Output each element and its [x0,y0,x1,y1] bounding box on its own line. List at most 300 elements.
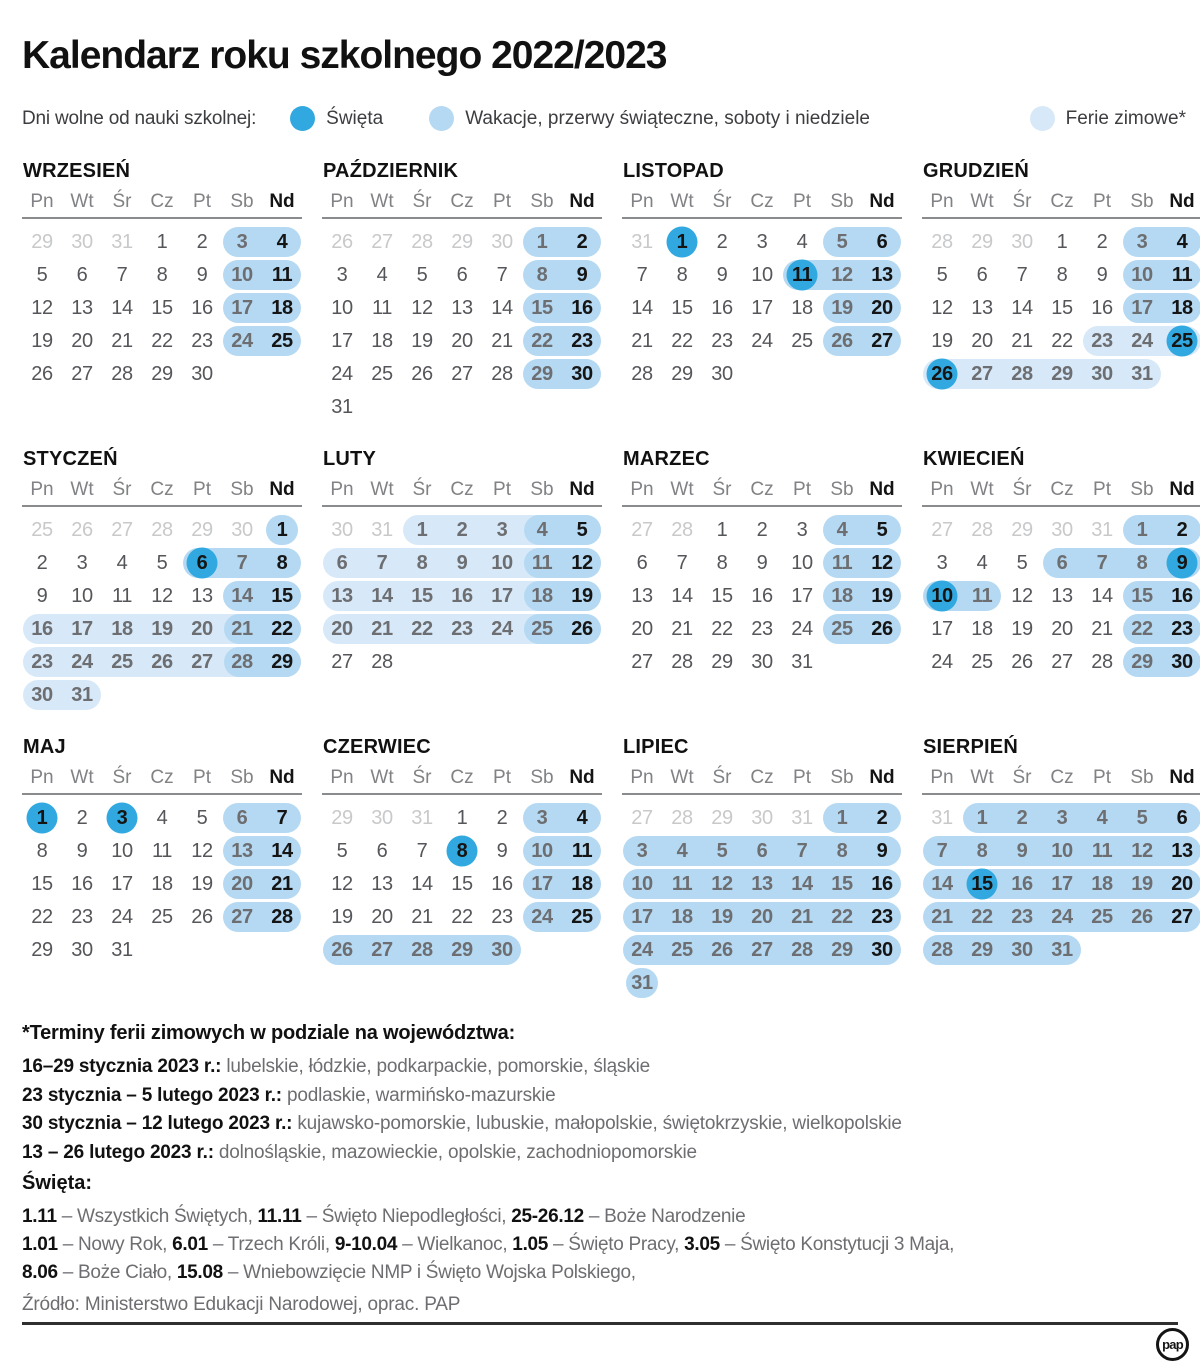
day-cell [442,835,482,868]
dow-divider [622,505,902,507]
day-number: 11 [1091,840,1113,862]
day-number: 31 [631,972,653,994]
day-cell [1042,934,1082,967]
day-number: 27 [1171,906,1193,928]
day-cell [662,901,702,934]
day-number: 18 [1091,873,1113,895]
day-cell [562,580,602,613]
dow-cell: Pn [630,191,654,212]
month-title: GRUDZIEŃ [923,160,1030,182]
day-number: 9 [876,840,888,862]
day-cell [862,259,902,292]
legend-item-label: Święta [326,107,384,129]
day-cell [402,325,442,358]
day-number: 4 [836,519,848,541]
day-number: 7 [236,552,248,574]
day-cell [662,514,702,547]
day-cell [702,226,742,259]
day-cell [182,292,222,325]
day-number: 27 [971,363,993,385]
day-cell [522,292,562,325]
day-cell [1082,613,1122,646]
day-cell [522,391,562,424]
day-number: 30 [191,363,213,385]
day-number: 28 [671,807,693,829]
holiday-date: 1.05 [512,1234,549,1255]
dow-header [22,190,302,216]
day-number: 11 [271,264,293,286]
day-number: 7 [1016,264,1028,286]
dow-cell: Sb [830,767,854,788]
day-cell [62,901,102,934]
day-cell [1122,292,1162,325]
day-cell [62,226,102,259]
day-cell [62,358,102,391]
day-cell [822,934,862,967]
day-number: 6 [196,552,208,574]
dow-cell: Wt [70,767,94,788]
swieta-color-dot-icon [290,106,315,131]
day-number: 24 [751,330,773,352]
day-number: 22 [271,618,293,640]
day-number: 31 [331,396,353,418]
day-number: 29 [831,939,853,961]
day-number: 7 [936,840,948,862]
day-number: 4 [536,519,548,541]
day-cell [862,292,902,325]
dow-cell: Śr [712,767,732,788]
day-cell [822,514,862,547]
day-cell [1122,934,1162,967]
dow-cell: Cz [750,479,774,500]
day-cell [962,868,1002,901]
day-cell [102,259,142,292]
day-number: 5 [336,840,348,862]
winter-term-line [22,1053,902,1082]
day-cell [442,391,482,424]
day-cell [562,901,602,934]
dow-header [322,766,602,792]
day-cell [222,934,262,967]
month-title: LISTOPAD [623,160,724,182]
week-row [922,514,1200,547]
day-number: 6 [756,840,768,862]
day-cell [482,934,522,967]
day-cell [862,547,902,580]
day-cell [22,613,62,646]
day-number: 25 [531,618,553,640]
day-number: 29 [1051,363,1073,385]
day-number: 30 [751,807,773,829]
day-cell [142,325,182,358]
day-cell [102,325,142,358]
holidays-heading: Święta: [22,1172,93,1194]
day-number: 29 [451,939,473,961]
day-cell [482,259,522,292]
day-cell [182,802,222,835]
day-cell [522,358,562,391]
day-number: 19 [571,585,593,607]
day-cell [702,547,742,580]
week-row [322,901,602,934]
day-cell [322,613,362,646]
week-row [922,259,1200,292]
dow-cell: Pt [1093,767,1111,788]
dow-cell: Sb [830,479,854,500]
dow-cell: Pn [930,191,954,212]
day-cell [142,580,182,613]
day-number: 14 [791,873,813,895]
holiday-name: – Święto Niepodległości, [301,1206,512,1227]
month-title: PAŹDZIERNIK [323,160,459,182]
day-cell [442,358,482,391]
day-cell [1002,259,1042,292]
day-cell [862,646,902,679]
day-number: 15 [1131,585,1153,607]
week-row [622,226,902,259]
legend-item-label: Ferie zimowe* [1065,107,1186,129]
day-cell [782,646,822,679]
day-number: 2 [456,519,468,541]
term-dates: 13 – 26 lutego 2023 r.: [22,1141,214,1163]
day-cell [322,325,362,358]
day-cell [362,646,402,679]
day-number: 17 [491,585,513,607]
day-cell [742,802,782,835]
day-number: 7 [416,840,428,862]
day-cell [822,580,862,613]
day-cell [782,802,822,835]
day-number: 13 [971,297,993,319]
day-number: 21 [411,906,433,928]
dow-cell: Pn [30,479,54,500]
day-number: 2 [36,552,48,574]
holiday-date: 1.11 [22,1206,57,1227]
day-number: 2 [876,807,888,829]
day-cell [962,613,1002,646]
day-number: 1 [836,807,848,829]
week-row [322,325,602,358]
day-number: 14 [931,873,953,895]
day-number: 22 [151,330,173,352]
day-number: 30 [371,807,393,829]
day-cell [22,226,62,259]
day-number: 26 [71,519,93,541]
day-number: 31 [111,231,133,253]
day-number: 27 [751,939,773,961]
dow-header [322,190,602,216]
day-cell [962,292,1002,325]
day-number: 23 [451,618,473,640]
dow-cell: Pn [330,479,354,500]
day-cell [822,613,862,646]
day-cell [782,613,822,646]
day-cell [142,259,182,292]
day-number: 13 [451,297,473,319]
day-number: 29 [451,231,473,253]
day-number: 13 [1051,585,1073,607]
month-card [622,448,902,736]
dow-cell: Pt [1093,191,1111,212]
day-number: 28 [271,906,293,928]
day-cell [522,226,562,259]
day-number: 19 [931,330,953,352]
day-cell [22,835,62,868]
day-number: 1 [676,231,688,253]
day-number: 3 [236,231,248,253]
day-cell [1082,226,1122,259]
legend-item-swieta [290,106,383,131]
day-number: 16 [71,873,93,895]
week-row [322,358,602,391]
dow-header [622,478,902,504]
day-cell [562,259,602,292]
day-cell [562,226,602,259]
day-cell [1082,259,1122,292]
day-cell [862,358,902,391]
dow-divider [22,793,302,795]
day-number: 20 [451,330,473,352]
day-number: 4 [676,840,688,862]
holiday-name: – Boże Narodzenie [583,1206,746,1227]
week-row [922,325,1200,358]
day-number: 8 [536,264,548,286]
day-number: 11 [112,585,132,607]
day-number: 5 [936,264,948,286]
day-number: 21 [371,618,393,640]
day-number: 5 [716,840,728,862]
term-dates: 30 stycznia – 12 lutego 2023 r.: [22,1113,293,1134]
day-cell [962,901,1002,934]
day-number: 16 [711,297,733,319]
day-number: 29 [971,231,993,253]
day-number: 4 [976,552,988,574]
day-cell [962,358,1002,391]
day-cell [442,514,482,547]
page-title: Kalendarz roku szkolnego 2022/2023 [22,34,667,77]
day-cell [142,802,182,835]
week-row [22,325,302,358]
day-cell [1122,358,1162,391]
day-cell [62,679,102,712]
day-number: 30 [71,231,93,253]
day-number: 16 [1091,297,1113,319]
day-cell [1082,835,1122,868]
day-cell [402,292,442,325]
day-number: 25 [371,363,393,385]
day-number: 30 [331,519,353,541]
day-cell [922,868,962,901]
day-cell [1082,646,1122,679]
holiday-date: 9-10.04 [334,1234,398,1255]
day-cell [622,901,662,934]
day-number: 21 [271,873,293,895]
day-cell [182,358,222,391]
month-card [322,736,602,1024]
week-row [622,934,902,967]
legend-item-wakacje [429,106,870,131]
day-number: 4 [576,807,588,829]
day-number: 2 [76,807,88,829]
dow-cell: Cz [450,767,474,788]
week-row [322,391,602,424]
day-number: 30 [231,519,253,541]
day-cell [1082,802,1122,835]
day-number: 29 [271,651,293,673]
day-cell [562,802,602,835]
day-number: 22 [711,618,733,640]
dow-cell: Nd [869,479,895,500]
day-number: 27 [871,330,893,352]
term-regions: kujawsko-pomorskie, lubuskie, małopolskie, świętokrzyskie, wielkopolskie [292,1113,902,1134]
day-number: 28 [791,939,813,961]
dow-cell: Nd [569,479,595,500]
week-row [322,835,602,868]
term-dates: 23 stycznia – 5 lutego 2023 r.: [22,1084,282,1106]
day-cell [562,547,602,580]
day-cell [742,868,782,901]
day-number: 18 [671,906,693,928]
day-number: 24 [491,618,513,640]
day-cell [962,547,1002,580]
dow-cell: Sb [230,767,254,788]
dow-cell: Cz [1050,479,1074,500]
holiday-date: 1.01 [22,1234,58,1255]
week-row [922,802,1200,835]
holiday-line [22,1231,954,1259]
day-number: 13 [1171,840,1193,862]
day-number: 9 [716,264,728,286]
day-cell [1122,802,1162,835]
month-title: LIPIEC [623,736,689,758]
day-cell [442,934,482,967]
day-number: 10 [751,264,773,286]
week-row [622,358,902,391]
day-number: 1 [1136,519,1148,541]
day-number: 14 [1091,585,1113,607]
day-number: 20 [751,906,773,928]
month-title: WRZESIEŃ [23,160,131,182]
day-cell [482,292,522,325]
week-row [22,226,302,259]
day-number: 9 [36,585,48,607]
dow-cell: Sb [230,191,254,212]
day-number: 14 [491,297,513,319]
day-cell [622,514,662,547]
holiday-line [22,1259,954,1287]
day-number: 31 [71,684,93,706]
day-cell [442,325,482,358]
day-cell [322,547,362,580]
dow-cell: Nd [569,191,595,212]
day-cell [742,901,782,934]
day-number: 9 [456,552,468,574]
week-row [322,514,602,547]
day-number: 15 [151,297,173,319]
week-row [322,802,602,835]
dow-cell: Sb [1130,767,1154,788]
day-number: 2 [496,807,508,829]
legend-item-ferie [1030,106,1186,131]
day-cell [142,292,182,325]
day-number: 26 [831,330,853,352]
week-row [22,835,302,868]
holiday-name: – Wszystkich Świętych, [56,1206,258,1227]
day-cell [322,292,362,325]
dow-cell: Sb [530,479,554,500]
day-cell [402,835,442,868]
dow-header [22,478,302,504]
month-card [922,160,1200,448]
day-cell [362,868,402,901]
day-number: 22 [1131,618,1153,640]
holiday-name: – Święto Konstytucji 3 Maja, [719,1234,955,1255]
day-number: 18 [111,618,133,640]
day-cell [922,226,962,259]
day-cell [702,580,742,613]
day-cell [622,967,662,1000]
day-number: 14 [111,297,133,319]
dow-header [622,190,902,216]
day-cell [22,580,62,613]
day-cell [362,358,402,391]
dow-cell: Nd [1169,767,1195,788]
day-cell [702,934,742,967]
day-cell [322,514,362,547]
dow-cell: Cz [150,767,174,788]
week-row [922,226,1200,259]
day-cell [442,547,482,580]
week-row [922,934,1200,967]
dow-cell: Wt [70,479,94,500]
week-row [622,646,902,679]
day-number: 20 [331,618,353,640]
day-cell [1002,613,1042,646]
day-cell [862,514,902,547]
day-cell [362,835,402,868]
day-cell [322,358,362,391]
day-cell [482,226,522,259]
day-cell [222,292,262,325]
winter-terms-heading: *Terminy ferii zimowych w podziale na województwa: [22,1022,516,1044]
day-number: 28 [491,363,513,385]
day-cell [562,514,602,547]
day-cell [962,514,1002,547]
day-cell [622,325,662,358]
day-cell [1082,934,1122,967]
day-cell [862,325,902,358]
day-cell [922,259,962,292]
day-number: 4 [116,552,128,574]
day-number: 27 [191,651,213,673]
day-number: 21 [931,906,953,928]
day-cell [1162,259,1200,292]
day-cell [1162,292,1200,325]
day-number: 20 [631,618,653,640]
day-cell [102,547,142,580]
day-number: 1 [536,231,548,253]
day-number: 25 [791,330,813,352]
day-number: 6 [1176,807,1188,829]
day-number: 16 [1171,585,1193,607]
day-number: 31 [111,939,133,961]
week-row [922,901,1200,934]
day-cell [1042,646,1082,679]
dow-divider [22,505,302,507]
day-number: 30 [871,939,893,961]
day-cell [862,901,902,934]
day-cell [702,802,742,835]
